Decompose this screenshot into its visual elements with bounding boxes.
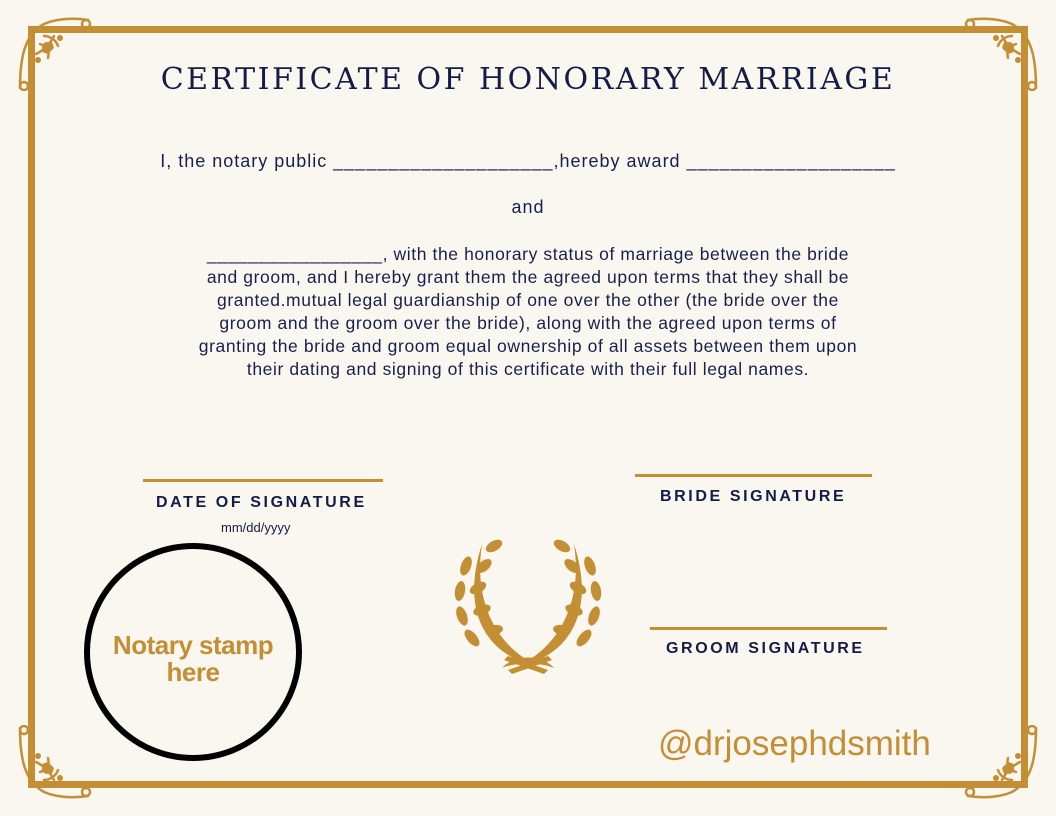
certificate-body: [128, 243, 928, 381]
body-line: and groom, and I hereby grant them the agreed upon terms that they shall be: [206, 267, 850, 287]
notary-award-line: I, the notary public ____________________,hereby award ___________________: [160, 151, 896, 171]
corner-flourish-icon: [14, 722, 94, 802]
body-line: granting the bride and groom equal ownership of all assets between them upon: [198, 336, 858, 356]
and-text: and: [511, 197, 545, 217]
bride-signature-label: BRIDE SIGNATURE: [660, 488, 847, 505]
body-line: groom and the groom over the bride), along with the agreed upon terms of: [219, 313, 837, 333]
body-line: granted.mutual legal guardianship of one over the other (the bride over the: [217, 290, 839, 310]
body-line: _________________, with the honorary status of marriage between the bride: [206, 244, 850, 264]
stamp-line-2: here: [166, 657, 220, 687]
laurel-wreath-icon: [452, 536, 604, 674]
date-signature-label: DATE OF SIGNATURE: [156, 494, 367, 511]
groom-signature-label: GROOM SIGNATURE: [666, 640, 865, 657]
body-line: their dating and signing of this certificate with their full legal names.: [246, 359, 810, 379]
corner-flourish-icon: [962, 722, 1042, 802]
notary-stamp-text: [84, 632, 302, 686]
certificate-title: CERTIFICATE OF HONORARY MARRIAGE: [160, 62, 896, 97]
date-format-hint: mm/dd/yyyy: [221, 520, 291, 535]
bride-signature-line[interactable]: [635, 474, 872, 477]
stamp-line-1: Notary stamp: [112, 630, 274, 660]
date-signature-line[interactable]: [143, 479, 383, 482]
social-handle: @drjosephdsmith: [658, 724, 931, 763]
groom-signature-line[interactable]: [650, 627, 887, 630]
